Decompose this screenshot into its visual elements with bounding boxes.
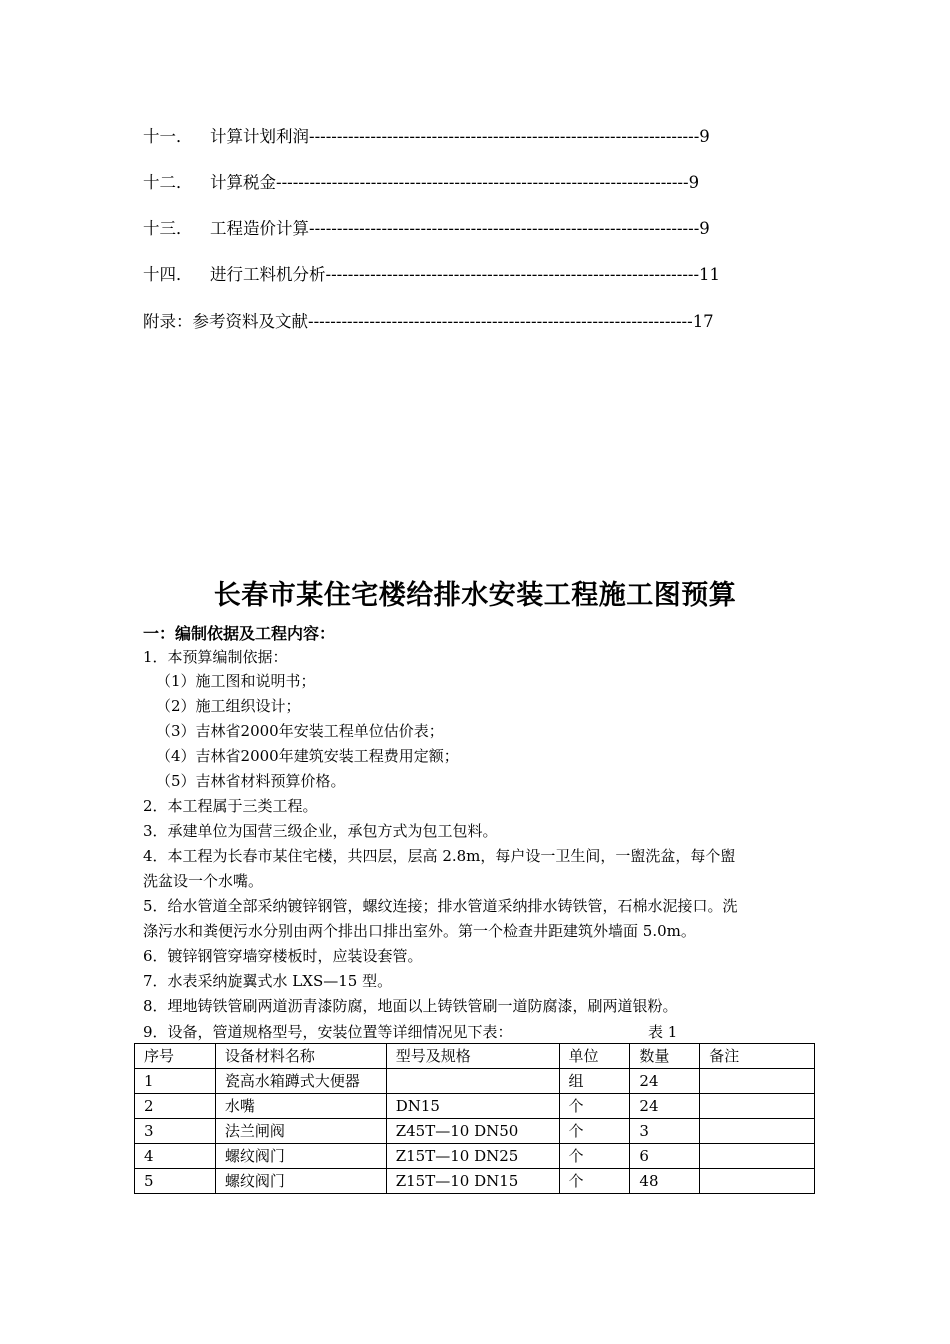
paragraph-line: （2）施工组织设计； [156,697,301,715]
table-cell: 24 [630,1094,700,1119]
table-row [135,1144,815,1169]
paragraph-line: （1）施工图和说明书； [156,672,316,690]
toc-entry[interactable] [143,219,710,239]
toc-entry-number: 十二． [143,173,193,192]
toc-entry-number: 十三． [143,219,193,238]
paragraph-line: 4．本工程为长春市某住宅楼，共四层，层高 2.8m，每户设一卫生间，一盥洗盆，每个盥 [143,847,736,865]
table-cell: 水嘴 [215,1094,386,1119]
table-cell [700,1069,815,1094]
paragraph-line: 2．本工程属于三类工程。 [143,797,318,815]
toc-entry-text: 工程造价计算----------------------------------------------------------------------9 [210,219,710,238]
table-cell: Z15T—10 DN25 [386,1144,559,1169]
table-row [135,1119,815,1144]
table-cell: 个 [559,1144,630,1169]
column-header: 单位 [559,1044,630,1069]
table-cell [700,1119,815,1144]
paragraph-line: 涤污水和粪便污水分别由两个排出口排出室外。第一个检查井距建筑外墙面 5.0m。 [143,922,696,940]
toc-entry-number: 十四． [143,265,193,284]
paragraph-line: 8．埋地铸铁管刷两道沥青漆防腐，地面以上铸铁管刷一道防腐漆，刷两道银粉。 [143,997,678,1015]
table-cell: Z45T—10 DN50 [386,1119,559,1144]
toc-entry[interactable] [143,265,720,285]
table-cell: 法兰闸阀 [215,1119,386,1144]
table-header-row [135,1044,815,1069]
table-cell: 48 [630,1169,700,1194]
table-cell: 5 [135,1169,216,1194]
document-title: 长春市某住宅楼给排水安装工程施工图预算 [213,580,737,611]
table-cell: 6 [630,1144,700,1169]
table-cell: 2 [135,1094,216,1119]
table-cell: 1 [135,1069,216,1094]
paragraph-line: 3．承建单位为国营三级企业，承包方式为包工包料。 [143,822,498,840]
table-cell: 组 [559,1069,630,1094]
table-cell: 24 [630,1069,700,1094]
table-cell: 3 [630,1119,700,1144]
paragraph-line: （3）吉林省2000年安装工程单位估价表； [156,722,444,740]
table-cell: 个 [559,1169,630,1194]
table-cell [386,1069,559,1094]
toc-entry[interactable] [143,173,699,193]
table-cell: Z15T—10 DN15 [386,1169,559,1194]
toc-entry-text: 进行工料机分析-------------------------------------------------------------------11 [210,265,721,284]
toc-entry-text: 计算税金--------------------------------------------------------------------------9 [210,173,700,192]
table-cell: DN15 [386,1094,559,1119]
table-caption: 表 1 [648,1023,678,1041]
table-row [135,1169,815,1194]
toc-entry-appendix[interactable] [143,312,714,332]
paragraph-line: 7．水表采纳旋翼式水 LXS—15 型。 [143,972,393,990]
table-cell: 3 [135,1119,216,1144]
table-cell [700,1169,815,1194]
column-header: 备注 [700,1044,815,1069]
toc-entry[interactable] [143,127,710,147]
paragraph-line: 6．镀锌钢管穿墙穿楼板时，应装设套管。 [143,947,423,965]
column-header: 数量 [630,1044,700,1069]
column-header: 设备材料名称 [215,1044,386,1069]
table-cell: 瓷高水箱蹲式大便器 [215,1069,386,1094]
paragraph-line: 5．给水管道全部采纳镀锌钢管，螺纹连接；排水管道采纳排水铸铁管，石棉水泥接口。洗 [143,897,738,915]
column-header: 序号 [135,1044,216,1069]
table-cell [700,1144,815,1169]
table-cell: 个 [559,1119,630,1144]
table-cell: 螺纹阀门 [215,1144,386,1169]
paragraph-line: （4）吉林省2000年建筑安装工程费用定额； [156,747,459,765]
paragraph-line: 9．设备，管道规格型号，安装位置等详细情况见下表： [143,1023,513,1041]
table-cell: 4 [135,1144,216,1169]
column-header: 型号及规格 [386,1044,559,1069]
toc-entry-text: 计算计划利润----------------------------------------------------------------------9 [210,127,710,146]
table-cell: 螺纹阀门 [215,1169,386,1194]
toc-entry-text: 附录：参考资料及文献---------------------------------------------------------------------17 [143,312,714,331]
equipment-table [134,1043,815,1194]
paragraph-line: 洗盆设一个水嘴。 [143,872,264,890]
toc-entry-number: 十一． [143,127,193,146]
table-cell [700,1094,815,1119]
paragraph-line: （5）吉林省材料预算价格。 [156,772,346,790]
paragraph-line: 1．本预算编制依据： [143,648,288,666]
table-cell: 个 [559,1094,630,1119]
table-row [135,1094,815,1119]
section-heading: 一：编制依据及工程内容： [143,624,336,643]
table-row [135,1069,815,1094]
